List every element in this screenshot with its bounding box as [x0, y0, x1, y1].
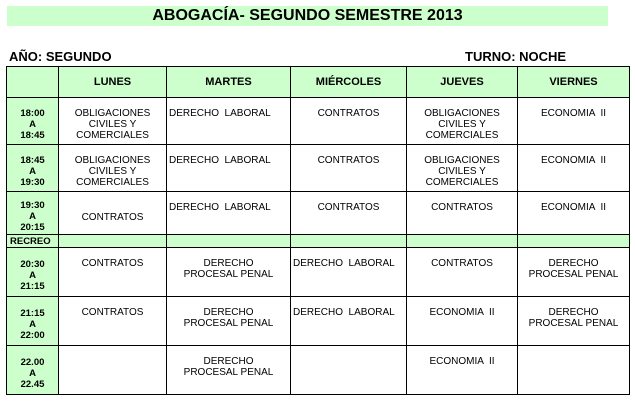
- page-title: ABOGACÍA- SEGUNDO SEMESTRE 2013: [7, 6, 608, 26]
- time-slot: [7, 346, 59, 395]
- class-line: CONTRATOS: [431, 258, 493, 269]
- class-line: DERECHO: [203, 307, 254, 318]
- class-cell-miercoles: [291, 145, 407, 192]
- class-line: PROCESAL PENAL: [183, 367, 274, 378]
- class-cell-miercoles: [291, 248, 407, 297]
- time-slot: [7, 98, 59, 145]
- schedule-row: [7, 346, 630, 395]
- recreo-cell: [291, 235, 407, 248]
- class-cell-martes: [167, 192, 291, 235]
- class-line: COMERCIALES: [425, 177, 499, 188]
- class-cell-jueves: [407, 192, 518, 235]
- header-row: [7, 67, 630, 98]
- time-line: 19:30: [20, 176, 45, 188]
- time-slot: [7, 297, 59, 346]
- class-cell-jueves: [407, 297, 518, 346]
- class-cell-martes: [167, 297, 291, 346]
- time-line: A: [29, 165, 36, 177]
- class-line: DERECHO: [203, 258, 254, 269]
- class-cell-jueves: [407, 145, 518, 192]
- recreo-cell: [167, 235, 291, 248]
- class-line: DERECHO: [548, 258, 599, 269]
- class-line: ECONOMIA II: [429, 307, 495, 318]
- class-line: DERECHO LABORAL: [169, 108, 271, 119]
- class-cell-martes: [167, 248, 291, 297]
- time-slot: [7, 145, 59, 192]
- class-cell-lunes: [59, 346, 167, 395]
- class-cell-lunes: [59, 248, 167, 297]
- class-line: CONTRATOS: [317, 108, 380, 119]
- class-line: ECONOMIA II: [540, 202, 606, 213]
- class-line: PROCESAL PENAL: [183, 318, 274, 329]
- class-line: DERECHO: [548, 307, 599, 318]
- time-line: 20:30: [20, 258, 45, 270]
- class-cell-miercoles: [291, 98, 407, 145]
- time-line: A: [29, 269, 36, 281]
- class-line: COMERCIALES: [76, 177, 149, 188]
- class-line: CONTRATOS: [317, 202, 380, 213]
- class-cell-martes: [167, 145, 291, 192]
- time-line: 21:15: [20, 280, 45, 292]
- class-line: CONTRATOS: [81, 307, 144, 318]
- day-header-viernes: VIERNES: [518, 67, 630, 98]
- class-line: PROCESAL PENAL: [528, 269, 619, 280]
- time-line: A: [29, 118, 36, 130]
- class-cell-martes: [167, 98, 291, 145]
- recreo-cell: [407, 235, 518, 248]
- class-line: ECONOMIA II: [429, 356, 495, 367]
- schedule-row: [7, 248, 630, 297]
- class-cell-viernes: [518, 248, 630, 297]
- time-line: A: [29, 210, 36, 222]
- class-line: PROCESAL PENAL: [183, 269, 274, 280]
- shift-label: TURNO: NOCHE: [465, 49, 567, 64]
- recreo-cell: [59, 235, 167, 248]
- time-slot: [7, 192, 59, 235]
- recreo-label: RECREO: [7, 235, 59, 248]
- class-line: CIVILES Y: [88, 166, 137, 177]
- class-line: OBLIGACIONES: [74, 108, 151, 119]
- class-cell-viernes: [518, 297, 630, 346]
- day-header-jueves: JUEVES: [407, 67, 518, 98]
- time-slot: [7, 248, 59, 297]
- day-header-lunes: LUNES: [59, 67, 167, 98]
- class-line: CONTRATOS: [81, 258, 144, 269]
- class-line: CIVILES Y: [438, 166, 486, 177]
- class-cell-miercoles: [291, 346, 407, 395]
- class-line: COMERCIALES: [425, 130, 499, 141]
- class-line: CONTRATOS: [431, 202, 493, 213]
- day-header-martes: MARTES: [167, 67, 291, 98]
- class-line: DERECHO LABORAL: [169, 202, 271, 213]
- time-line: 19:30: [20, 199, 45, 211]
- class-cell-viernes: [518, 192, 630, 235]
- time-line: 22:00: [20, 329, 45, 341]
- class-line: DERECHO LABORAL: [169, 155, 271, 166]
- class-cell-martes: [167, 346, 291, 395]
- class-cell-lunes: [59, 145, 167, 192]
- day-header-miercoles: MIÉRCOLES: [291, 67, 407, 98]
- class-cell-viernes: [518, 346, 630, 395]
- class-line: DERECHO LABORAL: [293, 307, 395, 318]
- class-cell-jueves: [407, 248, 518, 297]
- class-cell-miercoles: [291, 192, 407, 235]
- class-line: DERECHO LABORAL: [293, 258, 395, 269]
- schedule-table: [6, 66, 630, 395]
- class-cell-jueves: [407, 346, 518, 395]
- time-line: A: [29, 367, 36, 379]
- time-line: 20:15: [20, 221, 45, 233]
- class-line: CONTRATOS: [317, 155, 380, 166]
- time-line: 21:15: [20, 307, 45, 319]
- class-line: OBLIGACIONES: [74, 155, 151, 166]
- schedule-row: [7, 192, 630, 235]
- recreo-cell: [518, 235, 630, 248]
- time-line: A: [29, 318, 36, 330]
- schedule-row: [7, 297, 630, 346]
- class-cell-jueves: [407, 98, 518, 145]
- schedule-row: [7, 98, 630, 145]
- class-line: OBLIGACIONES: [424, 108, 500, 119]
- class-line: PROCESAL PENAL: [528, 318, 619, 329]
- time-line: 22.00: [20, 356, 45, 368]
- class-cell-viernes: [518, 145, 630, 192]
- class-cell-lunes: [59, 297, 167, 346]
- time-line: 22.45: [20, 378, 45, 390]
- schedule-row: [7, 145, 630, 192]
- class-line: COMERCIALES: [76, 130, 149, 141]
- class-line: ECONOMIA II: [540, 108, 606, 119]
- time-line: 18:45: [20, 129, 45, 141]
- class-line: DERECHO: [203, 356, 254, 367]
- class-line: CONTRATOS: [81, 212, 144, 223]
- class-cell-lunes: [59, 98, 167, 145]
- recreo-row: [7, 235, 630, 248]
- time-line: 18:45: [20, 154, 45, 166]
- corner-cell: [7, 67, 59, 98]
- class-cell-miercoles: [291, 297, 407, 346]
- time-line: 18:00: [20, 107, 45, 119]
- class-cell-lunes: [59, 192, 167, 235]
- class-line: ECONOMIA II: [540, 155, 606, 166]
- class-line: OBLIGACIONES: [424, 155, 500, 166]
- class-line: CIVILES Y: [88, 119, 137, 130]
- class-cell-viernes: [518, 98, 630, 145]
- year-label: AÑO: SEGUNDO: [9, 49, 112, 64]
- class-line: CIVILES Y: [438, 119, 486, 130]
